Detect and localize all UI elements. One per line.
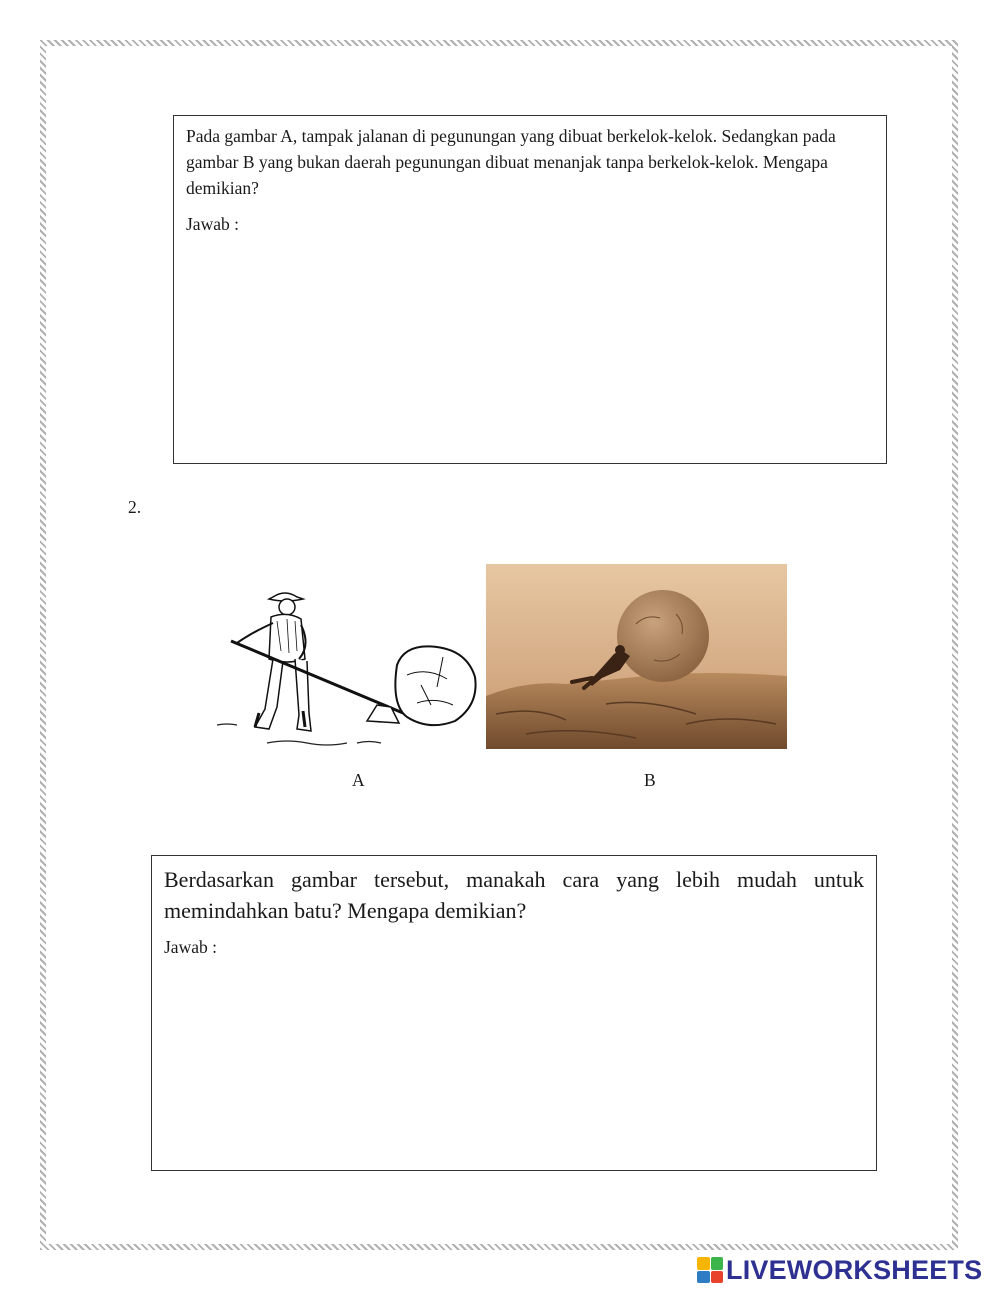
figure-a-lever-drawing bbox=[207, 585, 483, 750]
liveworksheets-logo-icon bbox=[697, 1257, 723, 1283]
figure-a-caption: A bbox=[352, 770, 365, 790]
brand-name: LIVEWORKSHEETS bbox=[726, 1254, 983, 1285]
question-1-text: Pada gambar A, tampak jalanan di pegunungan yang dibuat berkelok-kelok. Sedangkan pada gambar B yang bukan daerah pegunungan dibuat menanjak tanpa berkelok-kelok. Mengapa demikian? bbox=[186, 126, 836, 198]
question-2-text: Berdasarkan gambar tersebut, manakah cara yang lebih mudah untuk memindahkan batu? Mengapa demikian? bbox=[164, 867, 864, 923]
question-2-answer-label[interactable]: Jawab : bbox=[164, 937, 217, 957]
liveworksheets-brand[interactable] bbox=[697, 1255, 982, 1285]
question-1-box bbox=[173, 115, 887, 464]
figure-b-caption: B bbox=[644, 770, 656, 790]
question-2-number: 2. bbox=[128, 497, 142, 517]
question-1-answer-label[interactable]: Jawab : bbox=[186, 214, 239, 234]
question-2-box bbox=[151, 855, 877, 1171]
figure-b-pushing-boulder-photo bbox=[486, 564, 787, 749]
